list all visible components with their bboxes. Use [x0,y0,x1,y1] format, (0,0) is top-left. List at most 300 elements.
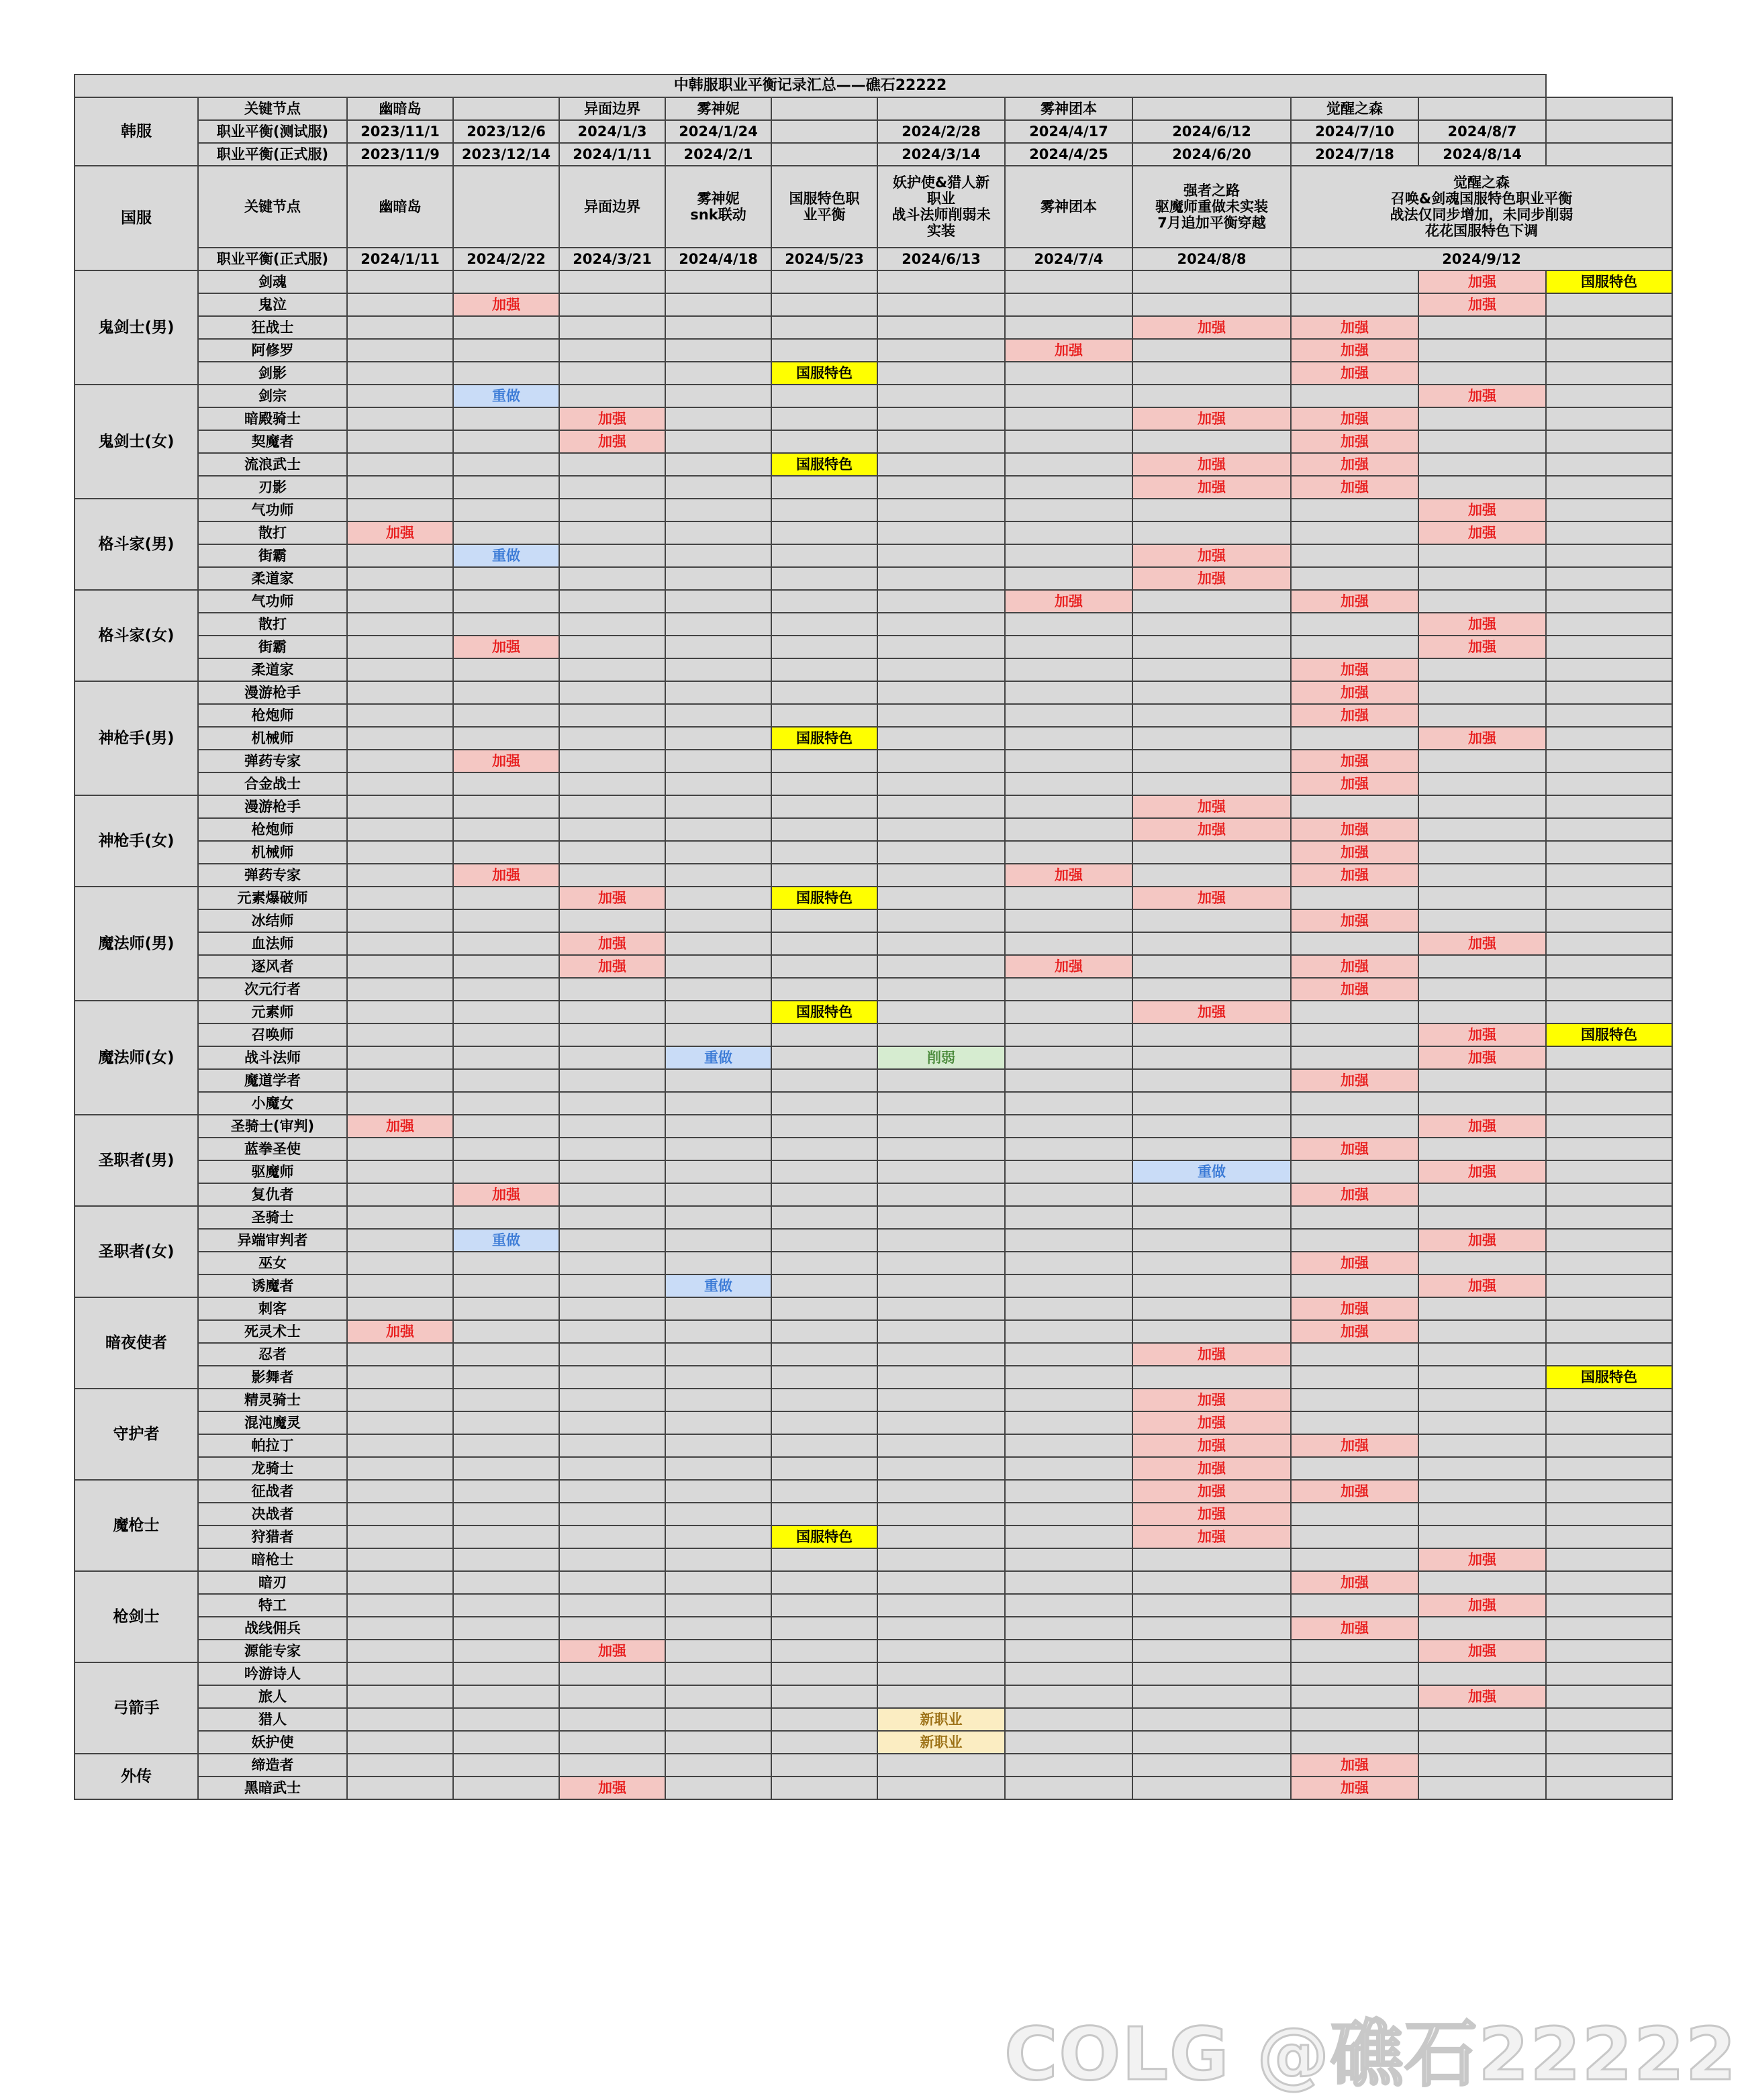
class-group-label: 魔法师(女) [75,1001,198,1115]
class-name: 契魔者 [198,430,347,453]
class-name: 机械师 [198,727,347,750]
empty-cell [453,1206,559,1229]
empty-cell [559,1526,665,1548]
cn-key-cell: 强者之路 驱魔师重做未实装 7月追加平衡穿越 [1132,166,1291,248]
balance-mark: 加强 [1132,795,1291,818]
cn-release-cell: 2024/4/18 [665,248,771,270]
balance-mark: 加强 [1132,1526,1291,1548]
class-name: 弹药专家 [198,750,347,772]
empty-cell [347,1160,453,1183]
empty-cell [1132,1252,1291,1274]
class-name: 机械师 [198,841,347,864]
class-name: 柔道家 [198,658,347,681]
empty-cell [665,1571,771,1594]
empty-cell [1005,1138,1132,1160]
class-name: 刺客 [198,1297,347,1320]
empty-cell [453,339,559,362]
empty-cell [1546,1343,1672,1366]
empty-cell [1291,1115,1418,1138]
table-row [75,1754,1672,1777]
empty-cell [771,772,877,795]
empty-cell [771,385,877,407]
table-row [75,1252,1672,1274]
empty-cell [559,795,665,818]
empty-cell [1005,978,1132,1001]
empty-cell [559,1731,665,1754]
empty-cell [1005,521,1132,544]
empty-cell [771,544,877,567]
cn-key-cell: 雾神妮 snk联动 [665,166,771,248]
balance-mark: 加强 [1291,1183,1418,1206]
table-row [75,864,1672,887]
empty-cell [877,407,1005,430]
empty-cell [877,1252,1005,1274]
empty-cell [1132,955,1291,978]
class-name: 暗刃 [198,1571,347,1594]
empty-cell [1005,932,1132,955]
empty-cell [1132,1297,1291,1320]
empty-cell [665,1731,771,1754]
kr-header-cell: 2024/1/3 [559,120,665,143]
empty-cell [1418,1503,1546,1526]
empty-cell [1546,1069,1672,1092]
empty-cell [1418,1434,1546,1457]
empty-cell [771,1229,877,1252]
balance-mark: 加强 [1418,1548,1546,1571]
empty-cell [453,1685,559,1708]
empty-cell [1132,864,1291,887]
kr-header-cell: 2023/11/1 [347,120,453,143]
balance-mark: 加强 [1418,385,1546,407]
empty-cell [1418,590,1546,613]
empty-cell [771,841,877,864]
kr-header-cell [1546,120,1672,143]
empty-cell [1132,385,1291,407]
empty-cell [771,1046,877,1069]
class-group-label: 守护者 [75,1389,198,1480]
empty-cell [559,909,665,932]
empty-cell [347,1411,453,1434]
balance-mark: 加强 [1291,1138,1418,1160]
class-name: 次元行者 [198,978,347,1001]
class-name: 元素师 [198,1001,347,1023]
balance-mark: 国服特色 [771,887,877,909]
title-row [75,74,1672,97]
empty-cell [665,772,771,795]
empty-cell [877,1594,1005,1617]
class-name: 圣骑士(审判) [198,1115,347,1138]
empty-cell [1132,772,1291,795]
empty-cell [771,1662,877,1685]
empty-cell [559,1183,665,1206]
empty-cell [665,293,771,316]
empty-cell [559,499,665,521]
table-row [75,453,1672,476]
balance-mark: 加强 [1132,1001,1291,1023]
table-row [75,681,1672,704]
balance-mark: 加强 [1291,1252,1418,1274]
empty-cell [1418,453,1546,476]
empty-cell [559,385,665,407]
empty-cell [559,750,665,772]
empty-cell [771,750,877,772]
empty-cell [1546,430,1672,453]
empty-cell [559,1366,665,1389]
cn-release-cell: 2024/5/23 [771,248,877,270]
empty-cell [347,1731,453,1754]
empty-cell [1132,727,1291,750]
balance-mark: 削弱 [877,1046,1005,1069]
empty-cell [559,1503,665,1526]
empty-cell [453,270,559,293]
empty-cell [877,818,1005,841]
empty-cell [1291,727,1418,750]
empty-cell [347,1206,453,1229]
empty-cell [877,1138,1005,1160]
empty-cell [1005,1548,1132,1571]
table-row [75,499,1672,521]
balance-mark: 加强 [1291,864,1418,887]
empty-cell [665,339,771,362]
empty-cell [1546,955,1672,978]
balance-mark: 加强 [453,864,559,887]
table-row [75,544,1672,567]
empty-cell [1005,727,1132,750]
table-row [75,1662,1672,1685]
empty-cell [771,1754,877,1777]
balance-mark: 加强 [1418,293,1546,316]
table-row [75,270,1672,293]
table-row [75,1617,1672,1640]
empty-cell [1132,1571,1291,1594]
empty-cell [1546,567,1672,590]
empty-cell [1418,544,1546,567]
balance-mark: 加强 [1291,955,1418,978]
cn-key-cell: 雾神团本 [1005,166,1132,248]
class-group-label: 枪剑士 [75,1571,198,1662]
empty-cell [1546,385,1672,407]
balance-mark: 重做 [665,1046,771,1069]
empty-cell [665,1708,771,1731]
table-row [75,1229,1672,1252]
empty-cell [347,1229,453,1252]
balance-mark: 加强 [1291,1069,1418,1092]
empty-cell [1546,681,1672,704]
empty-cell [877,1115,1005,1138]
empty-cell [877,1434,1005,1457]
empty-cell [1546,1571,1672,1594]
empty-cell [877,544,1005,567]
empty-cell [877,1480,1005,1503]
empty-cell [1418,978,1546,1001]
empty-cell [665,1777,771,1799]
empty-cell [1005,1229,1132,1252]
empty-cell [1418,1138,1546,1160]
empty-cell [1291,795,1418,818]
empty-cell [559,567,665,590]
balance-mark: 加强 [1291,658,1418,681]
table-row [75,1274,1672,1297]
empty-cell [453,1001,559,1023]
empty-cell [1546,339,1672,362]
class-name: 暗枪士 [198,1548,347,1571]
empty-cell [665,1503,771,1526]
empty-cell [1546,841,1672,864]
kr-header-cell: 2024/3/14 [877,143,1005,166]
table-row [75,909,1672,932]
empty-cell [877,590,1005,613]
empty-cell [877,681,1005,704]
empty-cell [453,567,559,590]
empty-cell [559,1252,665,1274]
empty-cell [453,476,559,499]
empty-cell [453,1092,559,1115]
empty-cell [665,407,771,430]
balance-mark: 重做 [453,385,559,407]
balance-mark: 加强 [1418,932,1546,955]
table-row [75,1434,1672,1457]
balance-mark: 加强 [559,1640,665,1662]
empty-cell [771,1389,877,1411]
empty-cell [1132,430,1291,453]
empty-cell [1005,1480,1132,1503]
empty-cell [771,978,877,1001]
empty-cell [1132,841,1291,864]
empty-cell [665,1206,771,1229]
empty-cell [877,1297,1005,1320]
cn-row-label: 关键节点 [198,166,347,248]
empty-cell [1132,1640,1291,1662]
empty-cell [1132,1731,1291,1754]
empty-cell [1546,1731,1672,1754]
empty-cell [877,385,1005,407]
empty-cell [771,430,877,453]
class-group-label: 神枪手(女) [75,795,198,887]
empty-cell [1291,887,1418,909]
empty-cell [559,1343,665,1366]
empty-cell [1546,750,1672,772]
class-name: 街霸 [198,544,347,567]
empty-cell [1132,1138,1291,1160]
empty-cell [1418,887,1546,909]
table-row [75,590,1672,613]
kr-header-cell: 2024/8/7 [1418,120,1546,143]
empty-cell [1418,1662,1546,1685]
kr-header-cell: 2024/2/1 [665,143,771,166]
empty-cell [1005,1457,1132,1480]
empty-cell [453,1548,559,1571]
empty-cell [665,681,771,704]
class-name: 弹药专家 [198,864,347,887]
kr-header-cell: 2024/2/28 [877,120,1005,143]
empty-cell [1005,1092,1132,1115]
table-row [75,1640,1672,1662]
empty-cell [559,1411,665,1434]
empty-cell [1291,1001,1418,1023]
empty-cell [771,909,877,932]
balance-mark: 加强 [1005,864,1132,887]
empty-cell [877,1548,1005,1571]
table-row [75,1320,1672,1343]
empty-cell [453,590,559,613]
table-row [75,636,1672,658]
empty-cell [771,339,877,362]
empty-cell [453,1343,559,1366]
empty-cell [1005,658,1132,681]
balance-mark: 加强 [1132,1503,1291,1526]
balance-mark: 加强 [1132,316,1291,339]
balance-mark: 加强 [559,1777,665,1799]
balance-mark: 加强 [1418,636,1546,658]
balance-mark: 国服特色 [771,1526,877,1548]
empty-cell [347,293,453,316]
empty-cell [559,1206,665,1229]
empty-cell [1546,521,1672,544]
empty-cell [771,955,877,978]
class-group-label: 格斗家(男) [75,499,198,590]
empty-cell [877,362,1005,385]
empty-cell [453,1754,559,1777]
class-name: 诱魔者 [198,1274,347,1297]
kr-header-cell [771,120,877,143]
balance-mark: 加强 [1291,750,1418,772]
balance-mark: 加强 [559,955,665,978]
empty-cell [1132,293,1291,316]
empty-cell [1418,1708,1546,1731]
empty-cell [453,1411,559,1434]
empty-cell [1132,681,1291,704]
table-row [75,841,1672,864]
empty-cell [877,772,1005,795]
class-name: 源能专家 [198,1640,347,1662]
empty-cell [1418,1092,1546,1115]
empty-cell [1546,1754,1672,1777]
empty-cell [877,841,1005,864]
empty-cell [771,864,877,887]
balance-mark: 加强 [1418,1594,1546,1617]
empty-cell [1005,1115,1132,1138]
class-name: 散打 [198,521,347,544]
balance-mark: 国服特色 [771,1001,877,1023]
table-title: 中韩服职业平衡记录汇总——礁石22222 [75,74,1546,97]
empty-cell [559,1320,665,1343]
empty-cell [347,1366,453,1389]
empty-cell [771,567,877,590]
class-name: 枪炮师 [198,818,347,841]
empty-cell [347,544,453,567]
empty-cell [347,1708,453,1731]
class-name: 剑影 [198,362,347,385]
empty-cell [1005,293,1132,316]
empty-cell [1005,1001,1132,1023]
empty-cell [453,704,559,727]
empty-cell [771,1297,877,1320]
empty-cell [665,658,771,681]
kr-header-cell [771,97,877,120]
kr-header-cell: 觉醒之森 [1291,97,1418,120]
balance-mark: 加强 [1291,818,1418,841]
empty-cell [559,1685,665,1708]
empty-cell [665,453,771,476]
class-name: 异端审判者 [198,1229,347,1252]
empty-cell [877,704,1005,727]
balance-mark: 加强 [1291,407,1418,430]
class-name: 混沌魔灵 [198,1411,347,1434]
balance-mark: 国服特色 [1546,1023,1672,1046]
empty-cell [1546,1206,1672,1229]
empty-cell [559,1160,665,1183]
balance-mark: 加强 [1132,1434,1291,1457]
empty-cell [1418,1001,1546,1023]
empty-cell [877,1160,1005,1183]
class-name: 小魔女 [198,1092,347,1115]
empty-cell [559,270,665,293]
balance-mark: 加强 [1418,1274,1546,1297]
class-name: 巫女 [198,1252,347,1274]
empty-cell [1546,1229,1672,1252]
empty-cell [1291,1411,1418,1434]
table-row [75,293,1672,316]
empty-cell [665,1343,771,1366]
class-name: 漫游枪手 [198,795,347,818]
empty-cell [1005,1754,1132,1777]
empty-cell [453,613,559,636]
empty-cell [1005,544,1132,567]
empty-cell [771,1092,877,1115]
empty-cell [1546,795,1672,818]
table-row [75,1046,1672,1069]
empty-cell [1291,1343,1418,1366]
empty-cell [1546,1480,1672,1503]
kr-header-cell: 异面边界 [559,97,665,120]
empty-cell [347,1001,453,1023]
kr-header-cell: 2023/12/14 [453,143,559,166]
balance-mark: 加强 [1291,339,1418,362]
table-row [75,1571,1672,1594]
empty-cell [1546,499,1672,521]
empty-cell [1005,385,1132,407]
empty-cell [1291,385,1418,407]
empty-cell [1291,1389,1418,1411]
empty-cell [1418,681,1546,704]
empty-cell [453,1046,559,1069]
empty-cell [1132,362,1291,385]
empty-cell [771,476,877,499]
empty-cell [665,887,771,909]
empty-cell [665,1023,771,1046]
empty-cell [559,1480,665,1503]
class-name: 鬼泣 [198,293,347,316]
empty-cell [665,430,771,453]
balance-mark: 加强 [1132,476,1291,499]
empty-cell [665,864,771,887]
empty-cell [877,1640,1005,1662]
empty-cell [1418,1069,1546,1092]
table-row [75,1411,1672,1434]
table-row [75,1115,1672,1138]
empty-cell [453,1662,559,1685]
empty-cell [877,293,1005,316]
class-name: 元素爆破师 [198,887,347,909]
empty-cell [1005,909,1132,932]
empty-cell [453,681,559,704]
kr-header-cell: 2024/7/10 [1291,120,1418,143]
empty-cell [1418,909,1546,932]
empty-cell [1418,1777,1546,1799]
empty-cell [453,1160,559,1183]
empty-cell [453,362,559,385]
empty-cell [1005,1731,1132,1754]
